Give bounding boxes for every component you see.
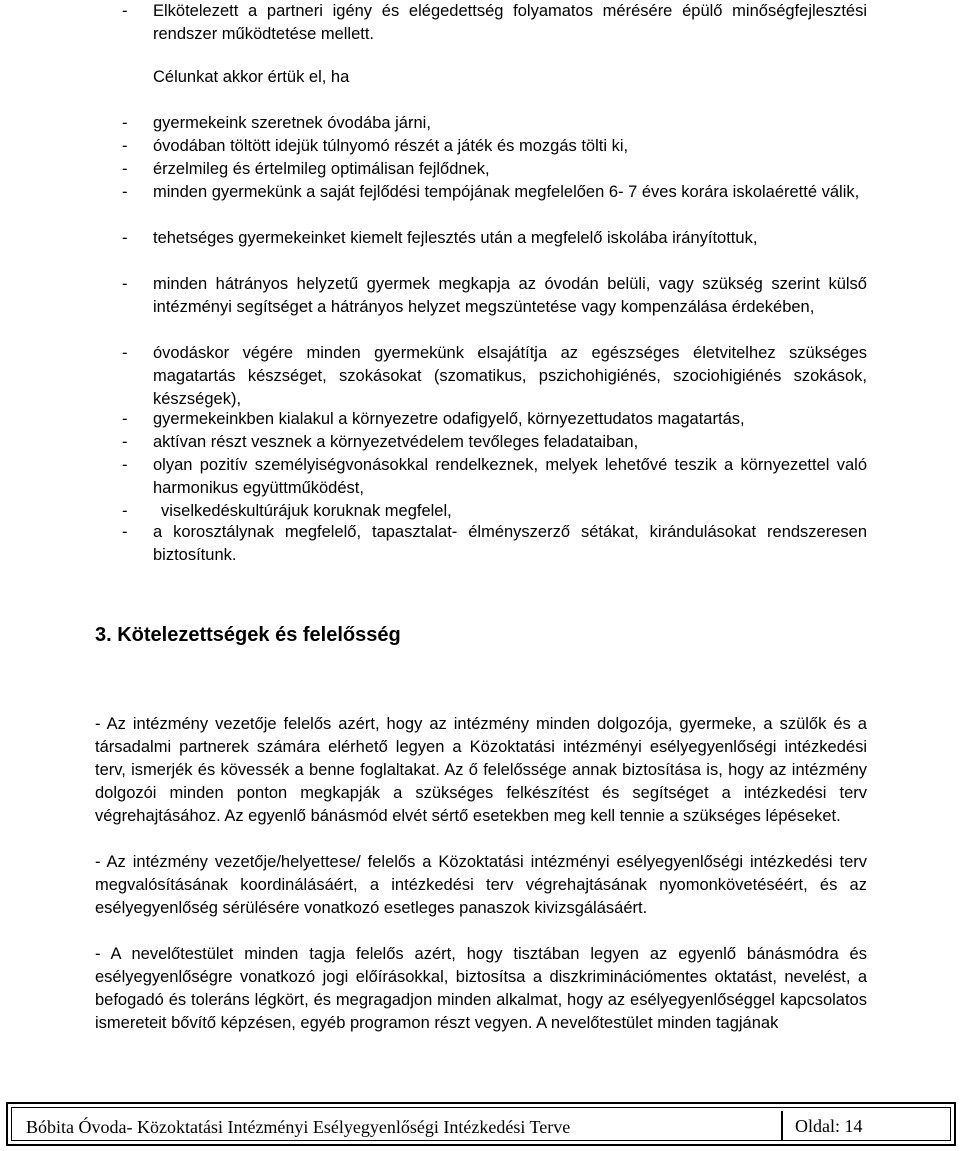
page-footer bbox=[6, 1102, 956, 1146]
list-item-text: óvodában töltött idejük túlnyomó részét a játék és mozgás tölti ki, bbox=[153, 137, 629, 155]
list-dash: - bbox=[122, 433, 128, 451]
list-dash: - bbox=[122, 2, 128, 20]
list-dash: - bbox=[122, 456, 128, 474]
list-dash: - bbox=[122, 523, 128, 541]
list-item-text: Elkötelezett a partneri igény és elégedettség folyamatos mérésére épülő minőségfejlesztési rendszer működtetése mellett. bbox=[153, 2, 867, 43]
list-dash: - bbox=[122, 114, 128, 132]
footer-title: Bóbita Óvoda- Közoktatási Intézményi Esélyegyenlőségi Intézkedési Terve bbox=[26, 1117, 571, 1137]
list-item-text: tehetséges gyermekeinket kiemelt fejlesztés után a megfelelő iskolába irányítottuk, bbox=[153, 229, 758, 247]
list-dash: - bbox=[122, 502, 128, 520]
section-heading: 3. Kötelezettségek és felelősség bbox=[95, 624, 401, 646]
goals-intro: Célunkat akkor értük el, ha bbox=[153, 68, 350, 86]
list-item-text: óvodáskor végére minden gyermekünk elsajátítja az egészséges életvitelhez szükséges magatartás készséget, szokásokat (szomatikus, pszichohigiénés, szociohigiénés szokások, készségek), bbox=[153, 344, 867, 408]
list-item-text: a korosztálynak megfelelő, tapasztalat- élményszerző sétákat, kirándulásokat rendszeresen biztosítunk. bbox=[153, 523, 867, 564]
list-item-text: viselkedéskultúrájuk koruknak megfelel, bbox=[161, 502, 452, 520]
list-item-text: minden hátrányos helyzetű gyermek megkapja az óvodán belüli, vagy szükség szerint külső intézményi segítséget a hátrányos helyzet megszüntetése vagy kompenzálása érdekében, bbox=[153, 275, 867, 316]
paragraph: - A nevelőtestület minden tagja felelős azért, hogy tisztában legyen az egyenlő bánásmódra és esélyegyenlőségre vonatkozó jogi előírásokkal, biztosítsa a diszkriminációmentes oktatást, nevelést, a befogadó és toleráns légkört, és megragadjon minden alkalmat, hogy az esélyegyenlőséggel kapcsolatos ismereteit bővítő képzésen, egyéb programon részt vegyen. A nevelőtestület minden tagjának bbox=[95, 945, 867, 1032]
list-dash: - bbox=[122, 160, 128, 178]
list-dash: - bbox=[122, 344, 128, 362]
list-item-text: aktívan részt vesznek a környezetvédelem tevőleges feladataiban, bbox=[153, 433, 639, 451]
list-dash: - bbox=[122, 275, 128, 293]
list-item-text: érzelmileg és értelmileg optimálisan fejlődnek, bbox=[153, 160, 490, 178]
footer-page-number: Oldal: 14 bbox=[781, 1111, 947, 1141]
list-item-text: gyermekeinkben kialakul a környezetre odafigyelő, környezettudatos magatartás, bbox=[153, 410, 745, 428]
list-dash: - bbox=[122, 137, 128, 155]
paragraph: - Az intézmény vezetője/helyettese/ felelős a Közoktatási intézményi esélyegyenlőségi intézkedési terv megvalósításának koordinálásáért, a intézkedési terv végrehajtásának nyomonkövetéséért, és az esélyegyenlőség sérülésére vonatkozó esetleges panaszok kivizsgálásáért. bbox=[95, 853, 867, 917]
list-item-text: olyan pozitív személyiségvonásokkal rendelkeznek, melyek lehetővé teszik a környezettel való harmonikus együttműködést, bbox=[153, 456, 867, 497]
list-item-text: minden gyermekünk a saját fejlődési tempójának megfelelően 6- 7 éves korára iskolaéretté válik, bbox=[153, 183, 860, 201]
list-item-text: gyermekeink szeretnek óvodába járni, bbox=[153, 114, 431, 132]
list-dash: - bbox=[122, 410, 128, 428]
list-dash: - bbox=[122, 183, 128, 201]
footer-frame bbox=[11, 1107, 951, 1141]
list-dash: - bbox=[122, 229, 128, 247]
paragraph: - Az intézmény vezetője felelős azért, hogy az intézmény minden dolgozója, gyermeke, a szülők és a társadalmi partnerek számára elérhető legyen a Közoktatási intézményi esélyegyenlőségi intézkedési terv, ismerjék és kövessék a benne foglaltakat. Az ő felelőssége annak biztosítása is, hogy az intézmény dolgozói minden ponton megkapják a szükséges felkészítést és segítséget a intézkedési terv végrehajtásához. Az egyenlő bánásmód elvét sértő esetekben meg kell tennie a szükséges lépéseket. bbox=[95, 715, 867, 825]
